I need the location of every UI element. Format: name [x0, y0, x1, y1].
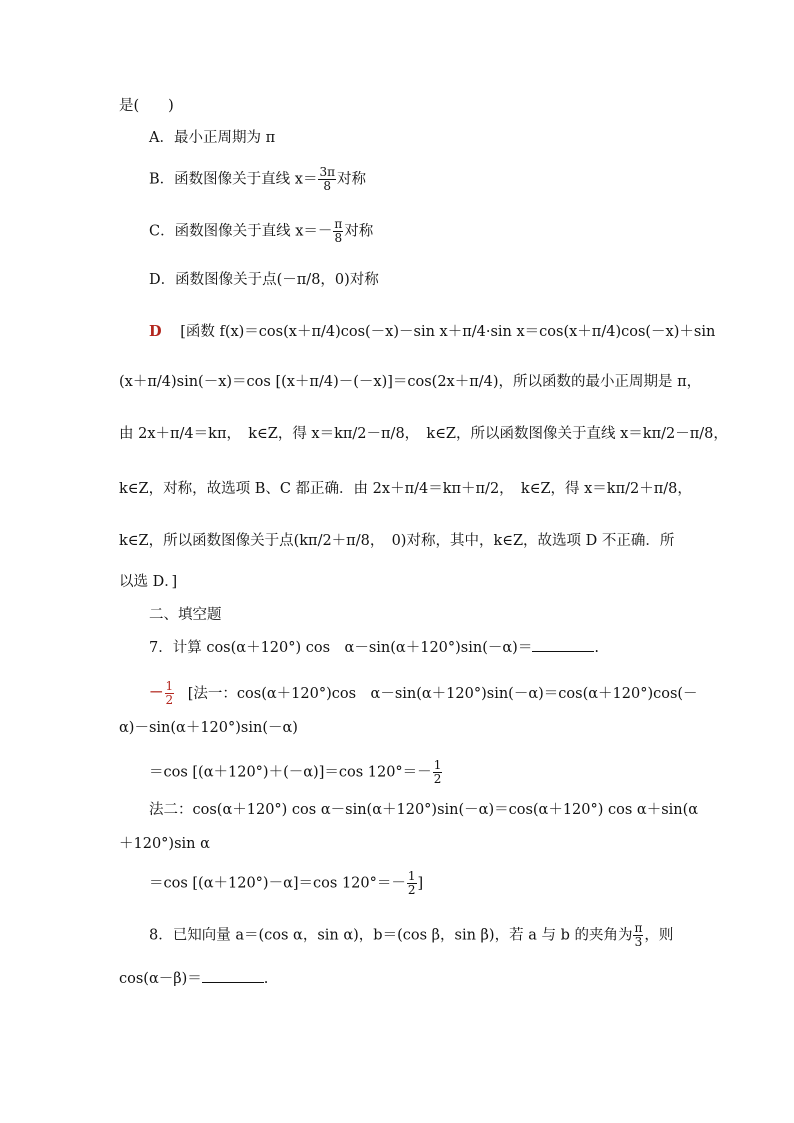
numerator: 3π: [319, 165, 335, 179]
question-8-text: 8．已知向量 a＝(cos α，sin α)，b＝(cos β，sin β)，若 a 与 b 的夹角为: [149, 927, 633, 944]
denominator: 2: [165, 693, 174, 707]
fraction: [318, 166, 336, 193]
numerator: π: [334, 217, 343, 231]
answer-letter: D: [149, 323, 162, 340]
question-8-expr: cos(α－β)＝: [119, 971, 202, 987]
method-1-line-2: α)－sin(α＋120°)sin(－α): [119, 720, 298, 736]
option-c-suffix: 对称: [344, 223, 374, 240]
fraction: [407, 870, 417, 897]
answer-sign: －: [149, 684, 164, 702]
solution-line-4: k∈Z，对称，故选项 B、C 都正确．由 2x＋π/4＝kπ＋π/2， k∈Z，得 x＝kπ/2＋π/8，: [119, 481, 692, 497]
question-6-stem-tail: 是( ): [119, 98, 174, 114]
denominator: 8: [323, 179, 332, 193]
option-b-text: B．函数图像关于直线 x＝: [149, 171, 318, 188]
section-title: 二、填空题: [149, 607, 222, 623]
denominator: 2: [433, 772, 442, 786]
question-8-stem: [149, 922, 673, 949]
solution-line-6: 以选 D．]: [119, 574, 178, 590]
option-b: [149, 166, 366, 193]
denominator: 2: [407, 883, 416, 897]
numerator: 1: [165, 679, 174, 693]
option-c: [149, 218, 373, 245]
method-2-line-1: 法二：cos(α＋120°) cos α－sin(α＋120°)sin(－α)＝cos(α＋120°) cos α＋sin(α: [149, 802, 699, 818]
option-c-text: C．函数图像关于直线 x＝－: [149, 223, 333, 240]
fraction: [633, 922, 643, 949]
method-2-result: ＝cos [(α＋120°)－α]＝cos 120°＝－: [149, 875, 406, 892]
option-d: D．函数图像关于点(－π/8，0)对称: [149, 272, 379, 288]
method-2-line-3: ＝cos [(α＋120°)－α]＝cos 120°＝－ $\frac{1}{2}$ ]: [149, 869, 424, 897]
solution-text: [函数 f(x)＝cos(x＋π/4)cos(－x)－sin x＋π/4·sin x＝cos(x＋π/4)cos(－x)＋sin: [180, 324, 716, 340]
answer-blank: [202, 968, 264, 983]
denominator: 3: [634, 935, 643, 949]
question-8-suffix: ，则: [644, 927, 674, 944]
fraction: [333, 218, 343, 245]
answer-blank: [532, 637, 594, 652]
numerator: π: [634, 921, 643, 935]
method-1-text: [法一：cos(α＋120°)cos α－sin(α＋120°)sin(－α)＝cos(α＋120°)cos(－: [187, 685, 698, 702]
option-a: A．最小正周期为 π: [149, 130, 276, 146]
question-7-stem: 7．计算 cos(α＋120°) cos α－sin(α＋120°)sin(－α)＝ .: [149, 637, 599, 658]
method-2-line-2: ＋120°)sin α: [119, 836, 210, 852]
method-1-line-3: [149, 759, 443, 786]
q7-answer-line: [149, 680, 698, 707]
question-8-line-2: cos(α－β)＝ .: [119, 968, 268, 989]
question-7-text: 7．计算 cos(α＋120°) cos α－sin(α＋120°)sin(－α)＝: [149, 640, 533, 656]
option-b-suffix: 对称: [336, 171, 366, 188]
numerator: 1: [407, 869, 416, 883]
solution-line-1: [149, 322, 715, 342]
denominator: 8: [334, 231, 343, 245]
solution-line-3: 由 2x＋π/4＝kπ， k∈Z，得 x＝kπ/2－π/8， k∈Z，所以函数图像关于直线 x＝kπ/2－π/8，: [119, 426, 728, 442]
answer-fraction: [165, 680, 175, 707]
numerator: 1: [433, 758, 442, 772]
method-1-result: ＝cos [(α＋120°)＋(－α)]＝cos 120°＝－: [149, 764, 432, 781]
solution-line-2: (x＋π/4)sin(－x)＝cos [(x＋π/4)－(－x)]＝cos(2x＋π/4)，所以函数的最小正周期是 π，: [119, 374, 702, 390]
solution-line-5: k∈Z，所以函数图像关于点(kπ/2＋π/8， 0)对称，其中，k∈Z，故选项 D 不正确．所: [119, 533, 675, 549]
fraction: [433, 759, 443, 786]
